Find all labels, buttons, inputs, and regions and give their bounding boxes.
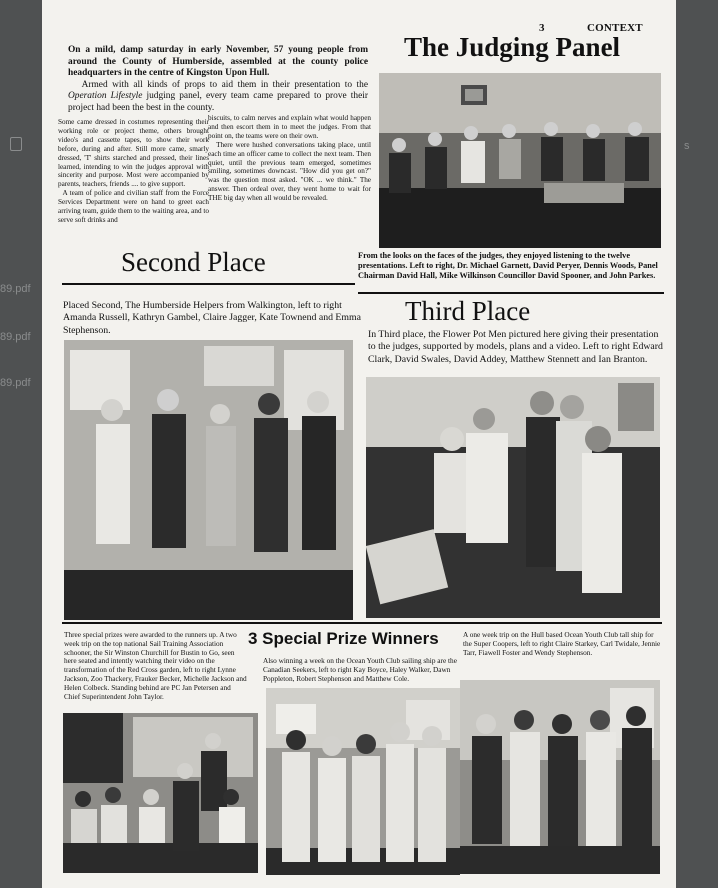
file-tab-label[interactable]: 89.pdf <box>0 283 31 295</box>
judging-photo-caption: From the looks on the faces of the judges, they enjoyed listening to the twelve presentations. Left to right, Dr. Michael Garnett, David Peryer, Dennis Woods, Panel Chairman David Hall, Mike Wilkinson Councillor David Spooner, and John Parkes. <box>358 251 658 280</box>
column-2-text: biscuits, to calm nerves and explain what would happen and then escort them in to meet the judges. From that point on, the teams were on their own. <box>208 114 371 140</box>
second-place-text: Placed Second, The Humberside Helpers from Walkington, left to right Amanda Russell, Kathryn Gambel, Claire Jagger, Kate Townend and Emma Stephenson. <box>63 300 362 336</box>
prize-1-text: Three special prizes were awarded to the runners up. A two week trip on the top national Sail Training Association schooner, the Sir Winston Churchill for Bustin to Go, seen here seated and intently watching their video on the transformation of the Red Cross garden, left to right Lynne Jackson, Zoo Thackery, Frauker Becker, Michelle Jackson and Helen Colbeck. Standing behind are PC Jan Petersen and Chief Superintendent John Taylor. <box>64 630 247 701</box>
section-rule <box>358 292 664 294</box>
special-prize-title: 3 Special Prize Winners <box>248 629 439 648</box>
page-number: 3 <box>539 22 545 34</box>
article-column-2 <box>208 114 371 203</box>
file-tab-label[interactable]: 89.pdf <box>0 331 31 343</box>
prize-1-photo <box>63 713 258 873</box>
intro-paragraph <box>68 45 368 114</box>
document-page <box>42 0 676 888</box>
article-column-1 <box>58 118 209 225</box>
prize-3-text: A one week trip on the Hull based Ocean Youth Club tall ship for the Super Coopers, left to right Claire Starkey, Carl Twidale, Jennie Tarr, Fiawell Foster and Wendy Stephenson. <box>463 630 661 657</box>
right-ghost-label: s <box>684 140 690 152</box>
intro-bold-text: On a mild, damp saturday in early November, 57 young people from around the County of Humberside, assembled at the county police headquarters in the centre of Kingston Upon Hull. <box>68 45 368 78</box>
file-tab-label[interactable]: 89.pdf <box>0 377 31 389</box>
column-1-text-2: A team of police and civilian staff from the Force Services Department were on hand to greet each arriving team, guide them to the waiting area, and to serve soft drinks and <box>58 189 209 224</box>
column-1-text: Some came dressed in costumes representing their working role or project theme, others brought video's and cassette tapes, to show their work before, during and after. Still more came, smarly dressed, 'T' shirts starched and pressed, their lines learned, intending to win the judges approval with sincerity and purpose. Most were accompanied by parents, teachers, friends .... to give support. <box>58 118 209 189</box>
section-rule <box>62 622 662 624</box>
prize-2-photo <box>266 688 460 875</box>
intro-emphasis: Operation Lifestyle <box>68 91 143 101</box>
judging-panel-photo <box>379 73 661 248</box>
second-place-photo <box>64 340 353 620</box>
viewer-right-panel <box>676 0 718 888</box>
third-place-text: In Third place, the Flower Pot Men pictured here giving their presentation to the judges, supported by models, plans and a video. Left to right Edward Clark, David Swales, David Addey, Matthew Stennett and Ian Branton. <box>368 329 663 365</box>
intro-text: Armed with all kinds of props to aid them in their presentation to the <box>81 79 369 90</box>
column-2-text-2: There were hushed conversations taking place, until each time an officer came to collect the next team. Then quiet, until the previous team emerged, sometimes smiling, sometimes downcast. "How did you get on?" was the question most asked. "OK ... we think." The answer. Then ordeal over, they went home to wait for THE big day when all would be revealed. <box>208 140 371 203</box>
trash-icon[interactable] <box>10 137 22 151</box>
viewer-left-panel <box>0 0 42 888</box>
judging-panel-title: The Judging Panel <box>404 32 621 62</box>
section-header: CONTEXT <box>587 22 643 34</box>
third-place-photo <box>366 377 660 618</box>
second-place-title: Second Place <box>121 247 266 277</box>
intro-text-end: judging panel, every team came prepared to prove their project had been the best in the county. <box>68 91 368 113</box>
section-rule <box>62 283 355 285</box>
third-place-title: Third Place <box>405 296 531 326</box>
prize-3-photo <box>460 680 660 874</box>
prize-2-text: Also winning a week on the Ocean Youth Club sailing ship are the Canadian Seekers, left to right Kay Boyce, Haley Walker, Dawn Poppleton, Robert Stephenson and Matthew Cole. <box>263 656 457 683</box>
